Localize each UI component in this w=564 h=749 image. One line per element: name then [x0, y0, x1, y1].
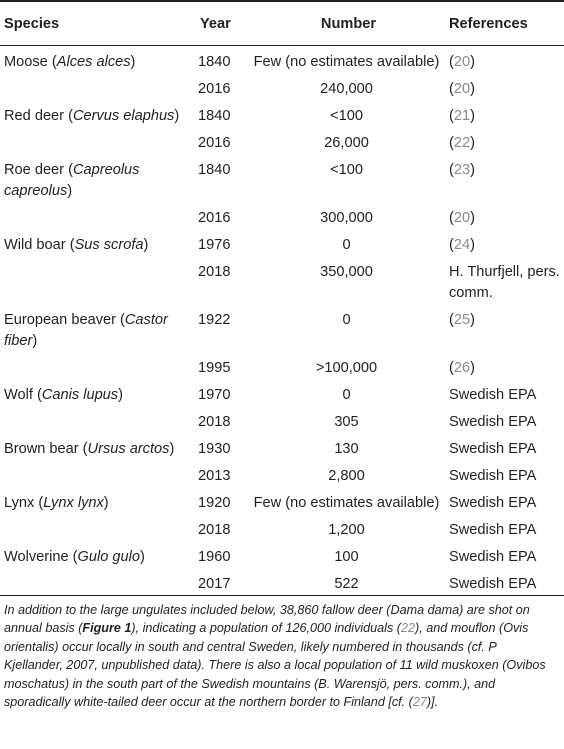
reference-cell: [443, 541, 564, 568]
year-cell: 2018: [198, 264, 231, 280]
number-cell: Few (no estimates available): [253, 54, 440, 70]
species-paren: ): [118, 387, 123, 403]
table-row: [0, 379, 564, 406]
year-cell: 1922: [198, 312, 231, 328]
number-cell: 130: [334, 441, 359, 457]
species-cell: [0, 433, 192, 460]
footnote-text-3: ), and mouflon (Ovis orientalis) occur locally in south and central Sweden, likely numbered in thousands (cf. P Kjellander, 2007, unpublished data). There is also a local population of 11 wild muskoxen (Ovibos moschatus) in the south part of the Swedish mountains (B. Warensjö, pers. comm.), and sporadically white-tailed deer occur at the northern border to Finland [cf. (: [4, 621, 546, 710]
species-cell: [0, 352, 192, 379]
species-common-name: Moose (: [4, 54, 57, 70]
table-row: [0, 229, 564, 256]
reference-text: Swedish EPA: [449, 414, 537, 430]
species-latin-name: Canis lupus: [41, 387, 119, 403]
year-cell: 1840: [198, 108, 231, 124]
species-latin-name: Alces alces: [56, 54, 131, 70]
species-paren: ): [174, 108, 180, 124]
year-cell: 2016: [198, 135, 231, 151]
year-cell: 2016: [198, 81, 231, 97]
reference-paren: ): [470, 312, 475, 328]
year-cell: 2018: [198, 414, 231, 430]
species-cell: [0, 541, 192, 568]
header-species: Species: [0, 1, 192, 46]
reference-link[interactable]: 20: [453, 54, 471, 70]
number-cell: Few (no estimates available): [253, 495, 440, 511]
reference-link[interactable]: 20: [453, 81, 471, 97]
reference-cell: [443, 304, 564, 352]
number-cell: >100,000: [315, 360, 378, 376]
footnote-text-2: ), indicating a population of 126,000 individuals (: [131, 621, 401, 636]
reference-link[interactable]: 25: [453, 312, 471, 328]
table-body: [0, 46, 564, 596]
reference-paren: (: [449, 162, 454, 178]
number-cell: 0: [342, 387, 351, 403]
year-cell: 1970: [198, 387, 231, 403]
species-cell: [0, 229, 192, 256]
species-paren: ): [143, 237, 149, 253]
reference-cell: [443, 127, 564, 154]
reference-paren: ): [470, 108, 475, 124]
table-row: [0, 127, 564, 154]
reference-paren: (: [449, 108, 454, 124]
header-references: References: [443, 1, 564, 46]
reference-text: Swedish EPA: [449, 576, 537, 592]
year-cell: 2017: [192, 568, 250, 596]
table-row: [0, 202, 564, 229]
species-cell: [0, 127, 192, 154]
table-header: [0, 1, 564, 46]
year-cell: 1840: [198, 162, 231, 178]
number-cell: 26,000: [324, 135, 369, 151]
year-cell: 2018: [198, 522, 231, 538]
species-paren: ): [140, 549, 145, 565]
reference-link[interactable]: 22: [453, 135, 471, 151]
reference-cell: [443, 514, 564, 541]
reference-link[interactable]: 20: [453, 210, 471, 226]
header-year: Year: [192, 1, 250, 46]
table-footnote: [4, 601, 556, 711]
species-paren: ): [103, 495, 109, 511]
reference-cell: [443, 487, 564, 514]
table-row: [0, 487, 564, 514]
species-paren: ): [67, 183, 73, 199]
header-number: Number: [250, 1, 443, 46]
species-latin-name: Ursus arctos: [87, 441, 170, 457]
species-cell: [0, 100, 192, 127]
number-cell: 240,000: [320, 81, 373, 97]
species-cell: [0, 487, 192, 514]
reference-link[interactable]: 23: [453, 162, 471, 178]
number-cell: <100: [330, 108, 363, 124]
reference-paren: (: [449, 54, 454, 70]
species-common-name: Roe deer (: [4, 162, 73, 178]
reference-link[interactable]: 27: [412, 695, 427, 710]
reference-text: Swedish EPA: [449, 495, 537, 511]
reference-link[interactable]: 22: [400, 621, 415, 636]
reference-cell: [443, 46, 564, 74]
reference-cell: [443, 154, 564, 202]
species-common-name: Lynx (: [4, 495, 44, 511]
year-cell: 1960: [198, 549, 231, 565]
species-cell: [0, 256, 192, 304]
table-row: [0, 460, 564, 487]
species-cell: [0, 73, 192, 100]
footnote-text-1: In addition to the large ungulates included below, 38,860 fallow deer (Dama dama) are shot on annual basis (: [4, 603, 530, 636]
table-row: [0, 406, 564, 433]
figure-link[interactable]: Figure 1: [82, 621, 132, 636]
number-cell: 2,800: [328, 468, 365, 484]
species-latin-name: Lynx lynx: [43, 495, 104, 511]
species-common-name: Wolf (: [4, 387, 42, 403]
reference-link[interactable]: 24: [453, 237, 471, 253]
reference-paren: (: [449, 360, 454, 376]
reference-paren: ): [470, 360, 475, 376]
species-common-name: Red deer (: [4, 108, 73, 124]
reference-text: Swedish EPA: [449, 549, 537, 565]
table-row: [0, 433, 564, 460]
species-paren: ): [32, 333, 38, 349]
reference-paren: ): [470, 237, 475, 253]
number-cell: 300,000: [320, 210, 373, 226]
number-cell: 1,200: [328, 522, 365, 538]
species-cell: [0, 460, 192, 487]
year-cell: 1920: [198, 495, 231, 511]
reference-cell: [443, 352, 564, 379]
footnote-text-4: )].: [426, 695, 439, 710]
species-common-name: Wild boar (: [4, 237, 75, 253]
species-cell: [0, 304, 192, 352]
reference-link[interactable]: 26: [453, 360, 471, 376]
species-latin-name: Castor fiber: [4, 312, 168, 349]
reference-cell: [443, 568, 564, 596]
reference-paren: ): [470, 135, 475, 151]
species-common-name: European beaver (: [4, 312, 125, 328]
species-paren: ): [130, 54, 136, 70]
number-cell: <100: [330, 162, 363, 178]
reference-cell: [443, 406, 564, 433]
table-row: [0, 514, 564, 541]
species-cell: [0, 379, 192, 406]
species-latin-name: Sus scrofa: [74, 237, 144, 253]
year-cell: 1976: [198, 237, 231, 253]
table-row: [0, 352, 564, 379]
table-row: [0, 568, 564, 596]
table-row: [0, 73, 564, 100]
reference-paren: (: [449, 210, 454, 226]
species-common-name: Wolverine (: [4, 549, 78, 565]
reference-text: Swedish EPA: [449, 441, 537, 457]
year-cell: 1995: [198, 360, 231, 376]
species-cell: [0, 154, 192, 202]
reference-paren: ): [470, 162, 475, 178]
number-cell: 0: [342, 237, 351, 253]
reference-cell: [443, 73, 564, 100]
species-latin-name: Gulo gulo: [77, 549, 141, 565]
species-common-name: Brown bear (: [4, 441, 88, 457]
reference-cell: [443, 433, 564, 460]
header-row: [0, 1, 564, 46]
species-cell: [0, 406, 192, 433]
reference-paren: ): [470, 210, 475, 226]
table-row: [0, 256, 564, 304]
reference-paren: (: [449, 135, 454, 151]
year-cell: 1840: [198, 54, 231, 70]
reference-link[interactable]: 21: [453, 108, 471, 124]
reference-paren: ): [470, 81, 475, 97]
number-cell: 350,000: [320, 264, 373, 280]
species-latin-name: Capreolus capreolus: [4, 162, 140, 199]
reference-paren: (: [449, 81, 454, 97]
species-cell: [0, 202, 192, 229]
reference-text: H. Thurfjell, pers. comm.: [449, 264, 560, 301]
number-cell: 100: [334, 549, 359, 565]
species-latin-name: Cervus elaphus: [72, 108, 175, 124]
reference-cell: [443, 460, 564, 487]
year-cell: 2016: [198, 210, 231, 226]
year-cell: 1930: [198, 441, 231, 457]
table-row: [0, 46, 564, 74]
number-cell: 305: [334, 414, 359, 430]
number-cell: 522: [250, 568, 443, 596]
table-row: [0, 100, 564, 127]
species-cell: [0, 46, 192, 74]
table-row: [0, 154, 564, 202]
species-cell: [0, 568, 192, 596]
table-row: [0, 304, 564, 352]
reference-cell: [443, 100, 564, 127]
reference-paren: ): [470, 54, 475, 70]
reference-text: Swedish EPA: [449, 468, 537, 484]
table-row: [0, 541, 564, 568]
reference-paren: (: [449, 237, 454, 253]
reference-text: Swedish EPA: [449, 522, 537, 538]
species-paren: ): [169, 441, 175, 457]
reference-paren: (: [449, 312, 454, 328]
reference-text: Swedish EPA: [449, 387, 537, 403]
species-cell: [0, 514, 192, 541]
year-cell: 2013: [198, 468, 231, 484]
reference-cell: [443, 379, 564, 406]
reference-cell: [443, 229, 564, 256]
number-cell: 0: [342, 312, 351, 328]
reference-cell: [443, 202, 564, 229]
reference-cell: [443, 256, 564, 304]
